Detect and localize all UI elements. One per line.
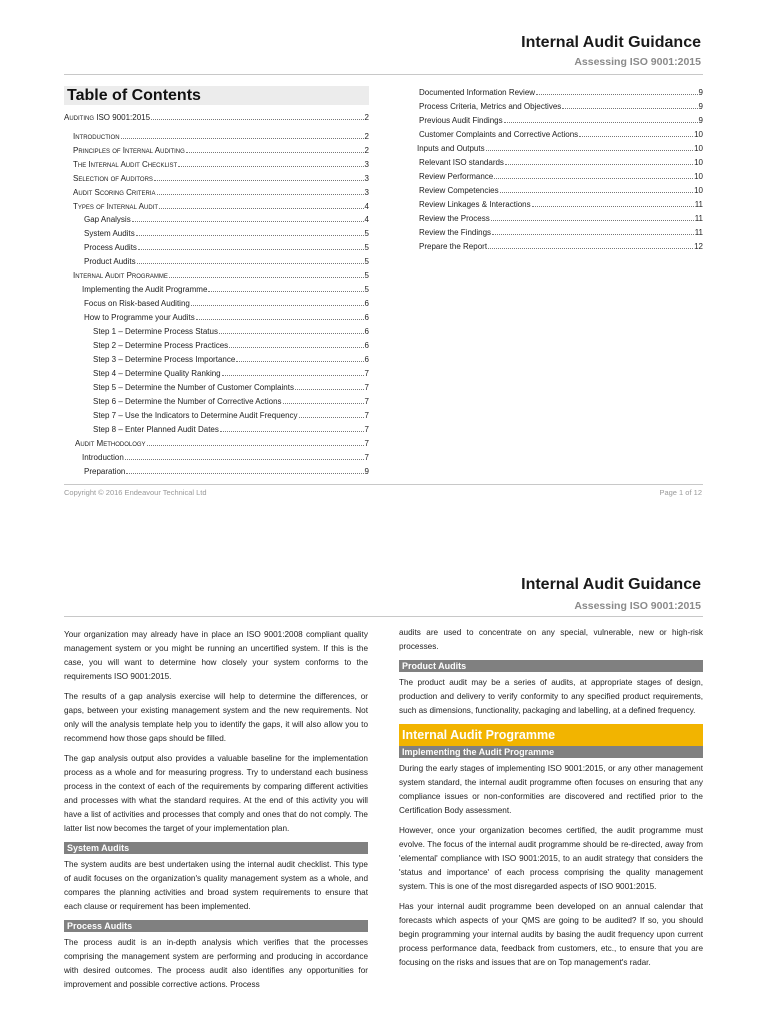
toc-entry-label: Step 6 – Determine the Number of Corrective Actions bbox=[93, 397, 282, 406]
toc-entry-label: How to Programme your Audits bbox=[84, 313, 195, 322]
toc-entry[interactable] bbox=[84, 465, 369, 477]
toc-entry-page: 10 bbox=[694, 186, 703, 195]
toc-leader-dots bbox=[208, 283, 363, 292]
toc-leader-dots bbox=[169, 269, 364, 278]
toc-entry[interactable] bbox=[82, 451, 369, 463]
page-gap bbox=[0, 510, 768, 560]
paragraph: However, once your organization becomes certified, the audit programme must evolve. The focus of the internal audit programme should be re-directed, away from 'elemental' compliance with ISO 9001:2015, to an audit strategy that considers the 'status and importance' of each process comprising the quality management system. This is one of the most disregarded aspects of ISO 9001:2015. bbox=[399, 826, 703, 891]
toc-entry[interactable] bbox=[93, 367, 369, 379]
toc-entry-label: Step 4 – Determine Quality Ranking bbox=[93, 369, 221, 378]
toc-entry[interactable] bbox=[419, 86, 703, 98]
section-heading-product-audits: Product Audits bbox=[399, 660, 703, 672]
toc-leader-dots bbox=[178, 158, 363, 167]
toc-leader-dots bbox=[138, 241, 364, 250]
toc-entry-page: 6 bbox=[364, 341, 369, 350]
toc-entry-page: 6 bbox=[364, 313, 369, 322]
toc-entry[interactable] bbox=[93, 395, 369, 407]
toc-entry-page: 7 bbox=[364, 383, 369, 392]
paragraph: The system audits are best undertaken using the internal audit checklist. This type of audit focuses on the organization's quality management system as a whole, and compares the planning activities and broad system requirements to ensure that each clause or requirement has been implemented. bbox=[64, 860, 368, 911]
header-subtitle: Assessing ISO 9001:2015 bbox=[574, 56, 701, 68]
toc-entry-page: 10 bbox=[694, 130, 703, 139]
paragraph: During the early stages of implementing ISO 9001:2015, or any other management system standard, the internal audit programme often focuses on ensuring that any compliance issues or non-conformities are discovered and rectified prior to the Certification Body assessment. bbox=[399, 764, 703, 815]
toc-title: Table of Contents bbox=[64, 86, 369, 105]
toc-entry[interactable] bbox=[73, 158, 369, 170]
toc-entry-page: 3 bbox=[364, 160, 369, 169]
toc-entry[interactable] bbox=[419, 240, 703, 252]
toc-entry-label: Audit Scoring Criteria bbox=[73, 188, 156, 197]
toc-entry-label: Step 8 – Enter Planned Audit Dates bbox=[93, 425, 219, 434]
header-divider bbox=[64, 74, 703, 75]
toc-entry-label: Types of Internal Audit bbox=[73, 202, 159, 211]
toc-leader-dots bbox=[121, 130, 364, 139]
toc-entry-page: 6 bbox=[364, 299, 369, 308]
toc-entry-label: Review Performance bbox=[419, 172, 494, 181]
toc-entry-label: Auditing ISO 9001:2015 bbox=[64, 113, 151, 122]
header-title: Internal Audit Guidance bbox=[521, 34, 701, 51]
toc-entry-page: 2 bbox=[364, 146, 369, 155]
toc-entry[interactable] bbox=[419, 156, 703, 168]
toc-leader-dots bbox=[536, 86, 697, 95]
toc-entry-page: 3 bbox=[364, 188, 369, 197]
toc-leader-dots bbox=[132, 213, 364, 222]
paragraph: The product audit may be a series of audits, at appropriate stages of design, production and delivery to verify conformity to any specified product requirements, such as dimensions, functionality, packaging and labelling, at a defined frequency. bbox=[399, 678, 703, 715]
toc-leader-dots bbox=[236, 353, 363, 362]
toc-entry[interactable] bbox=[84, 311, 369, 323]
toc-leader-dots bbox=[191, 297, 364, 306]
toc-entry-label: Gap Analysis bbox=[84, 215, 131, 224]
paragraph: Has your internal audit programme been developed on an annual calendar that forecasts which aspects of your QMS are going to be audited? If so, you should begin programming your internal audits by basing the audit frequency upon current process performance data, feedback from customers, etc., to ensure that you are focusing on the risks and issues that are on Top management's radar. bbox=[399, 902, 703, 967]
section-heading-process-audits: Process Audits bbox=[64, 920, 368, 932]
toc-entry-label: Selection of Auditors bbox=[73, 174, 153, 183]
toc-entry-label: Process Audits bbox=[84, 243, 137, 252]
toc-entry[interactable] bbox=[93, 353, 369, 365]
toc-entry-label: Principles of Internal Auditing bbox=[73, 146, 185, 155]
toc-entry-page: 10 bbox=[694, 144, 703, 153]
toc-entry-page: 10 bbox=[694, 158, 703, 167]
toc-entry[interactable] bbox=[84, 227, 369, 239]
toc-leader-dots bbox=[579, 128, 693, 137]
toc-entry[interactable] bbox=[93, 423, 369, 435]
paragraph: The results of a gap analysis exercise will help to determine the differences, or gaps, between your existing management system and the new requirements. Not only will the analysis template help you to identify the gaps, it will also allow you to recommend how those gaps should be filled. bbox=[64, 692, 368, 743]
toc-entry-label: Step 5 – Determine the Number of Customer Complaints bbox=[93, 383, 294, 392]
toc-entry[interactable] bbox=[419, 100, 703, 112]
toc-entry-label: Step 3 – Determine Process Importance bbox=[93, 355, 236, 364]
toc-entry-page: 12 bbox=[694, 242, 703, 251]
toc-entry-label: Preparation bbox=[84, 467, 126, 476]
toc-entry-page: 7 bbox=[364, 425, 369, 434]
toc-leader-dots bbox=[488, 240, 693, 249]
toc-entry-label: Customer Complaints and Corrective Actions bbox=[419, 130, 579, 139]
toc-entry-page: 10 bbox=[694, 172, 703, 181]
toc-leader-dots bbox=[283, 395, 364, 404]
footer-copyright: Copyright © 2016 Endeavour Technical Ltd bbox=[64, 488, 207, 497]
toc-entry[interactable] bbox=[73, 186, 369, 198]
toc-entry-page: 5 bbox=[364, 257, 369, 266]
toc-entry[interactable] bbox=[82, 283, 369, 295]
toc-entry-label: Review Linkages & Interactions bbox=[419, 200, 531, 209]
toc-entry[interactable] bbox=[417, 142, 703, 154]
toc-entry-page: 7 bbox=[364, 453, 369, 462]
toc-entry[interactable] bbox=[84, 297, 369, 309]
toc-entry-page: 4 bbox=[364, 202, 369, 211]
toc-entry-label: Review Competencies bbox=[419, 186, 499, 195]
toc-entry-page: 5 bbox=[364, 271, 369, 280]
toc-entry-label: Process Criteria, Metrics and Objectives bbox=[419, 102, 562, 111]
header-divider bbox=[64, 616, 703, 617]
toc-entry[interactable] bbox=[93, 409, 369, 421]
toc-entry-label: Product Audits bbox=[84, 257, 136, 266]
toc-entry-page: 7 bbox=[364, 369, 369, 378]
toc-entry[interactable] bbox=[73, 144, 369, 156]
toc-leader-dots bbox=[494, 170, 693, 179]
toc-leader-dots bbox=[491, 212, 694, 221]
section-heading-system-audits: System Audits bbox=[64, 842, 368, 854]
toc-entry-label: Introduction bbox=[73, 132, 120, 141]
toc-leader-dots bbox=[125, 451, 364, 460]
toc-entry-page: 5 bbox=[364, 229, 369, 238]
toc-entry[interactable] bbox=[84, 255, 369, 267]
toc-entry[interactable] bbox=[419, 226, 703, 238]
toc-entry-page: 9 bbox=[364, 467, 369, 476]
toc-leader-dots bbox=[492, 226, 694, 235]
toc-entry-label: Relevant ISO standards bbox=[419, 158, 504, 167]
toc-entry-label: Review the Findings bbox=[419, 228, 492, 237]
toc-leader-dots bbox=[147, 437, 364, 446]
section-heading-implementing: Implementing the Audit Programme bbox=[399, 746, 703, 758]
toc-entry-label: Step 1 – Determine Process Status bbox=[93, 327, 218, 336]
toc-entry-page: 11 bbox=[694, 228, 703, 237]
toc-entry-label: Focus on Risk-based Auditing bbox=[84, 299, 190, 308]
toc-leader-dots bbox=[299, 409, 364, 418]
toc-entry-page: 3 bbox=[364, 174, 369, 183]
toc-leader-dots bbox=[157, 186, 364, 195]
toc-entry-page: 5 bbox=[364, 243, 369, 252]
toc-entry[interactable] bbox=[84, 213, 369, 225]
toc-entry[interactable] bbox=[419, 198, 703, 210]
toc-leader-dots bbox=[220, 423, 364, 432]
toc-leader-dots bbox=[136, 227, 364, 236]
toc-entry-page: 2 bbox=[364, 132, 369, 141]
body-right-column bbox=[399, 626, 703, 976]
body-left-column bbox=[64, 628, 368, 998]
toc-entry-label: The Internal Audit Checklist bbox=[73, 160, 178, 169]
toc-leader-dots bbox=[196, 311, 364, 320]
toc-entry[interactable] bbox=[84, 241, 369, 253]
toc-leader-dots bbox=[186, 144, 364, 153]
toc-entry-page: 2 bbox=[364, 113, 369, 122]
toc-leader-dots bbox=[229, 339, 363, 348]
toc-entry[interactable] bbox=[93, 381, 369, 393]
toc-entry[interactable] bbox=[75, 437, 369, 449]
toc-entry[interactable] bbox=[419, 114, 703, 126]
toc-entry-page: 11 bbox=[694, 200, 703, 209]
toc-leader-dots bbox=[222, 367, 364, 376]
toc-entry[interactable] bbox=[419, 184, 703, 196]
toc-leader-dots bbox=[500, 184, 694, 193]
paragraph: The gap analysis output also provides a valuable baseline for the implementation process as a whole and for measuring progress. Try to understand each business process in the context of each of the requirements by comparing different activities and processes with what the standard requires. At the end of this activity you will have a list of activities and processes that comply and ones that do not comply. The latter list now becomes the target of your implementation plan. bbox=[64, 754, 368, 833]
toc-leader-dots bbox=[154, 172, 364, 181]
toc-entry-label: Review the Process bbox=[419, 214, 490, 223]
toc-leader-dots bbox=[504, 114, 698, 123]
toc-leader-dots bbox=[159, 200, 364, 209]
toc-entry-page: 9 bbox=[698, 116, 703, 125]
toc-entry[interactable] bbox=[93, 339, 369, 351]
toc-entry[interactable] bbox=[73, 200, 369, 212]
chapter-heading-internal-audit-programme: Internal Audit Programme bbox=[399, 724, 703, 746]
toc-entry-label: Documented Information Review bbox=[419, 88, 536, 97]
toc-leader-dots bbox=[219, 325, 364, 334]
toc-entry[interactable] bbox=[73, 172, 369, 184]
toc-entry-page: 9 bbox=[698, 102, 703, 111]
toc-entry[interactable] bbox=[419, 212, 703, 224]
toc-leader-dots bbox=[562, 100, 697, 109]
toc-entry[interactable] bbox=[419, 170, 703, 182]
paragraph: audits are used to concentrate on any special, vulnerable, new or high-risk processes. bbox=[399, 628, 703, 651]
toc-entry-page: 6 bbox=[364, 327, 369, 336]
toc-entry-label: Step 7 – Use the Indicators to Determine Audit Frequency bbox=[93, 411, 298, 420]
toc-entry-page: 7 bbox=[364, 439, 369, 448]
header-subtitle: Assessing ISO 9001:2015 bbox=[574, 600, 701, 612]
toc-leader-dots bbox=[532, 198, 694, 207]
toc-entry-page: 5 bbox=[364, 285, 369, 294]
toc-entry[interactable] bbox=[93, 325, 369, 337]
toc-entry-label: Introduction bbox=[82, 453, 124, 462]
toc-entry-label: Prepare the Report bbox=[419, 242, 488, 251]
toc-entry-page: 6 bbox=[364, 355, 369, 364]
toc-entry-page: 11 bbox=[694, 214, 703, 223]
toc-entry[interactable] bbox=[73, 130, 369, 142]
toc-leader-dots bbox=[486, 142, 693, 151]
toc-entry[interactable] bbox=[73, 269, 369, 281]
toc-entry-page: 7 bbox=[364, 411, 369, 420]
toc-entry-label: Implementing the Audit Programme bbox=[82, 285, 208, 294]
toc-entry-label: Audit Methodology bbox=[75, 439, 146, 448]
toc-leader-dots bbox=[295, 381, 364, 390]
toc-entry-page: 9 bbox=[698, 88, 703, 97]
toc-entry-label: Previous Audit Findings bbox=[419, 116, 503, 125]
toc-leader-dots bbox=[151, 111, 364, 120]
toc-leader-dots bbox=[505, 156, 693, 165]
toc-entry-label: Inputs and Outputs bbox=[417, 144, 485, 153]
toc-entry-label: System Audits bbox=[84, 229, 135, 238]
header-title: Internal Audit Guidance bbox=[521, 576, 701, 593]
toc-entry[interactable] bbox=[419, 128, 703, 140]
footer-page-number: Page 1 of 12 bbox=[659, 488, 702, 497]
footer-divider bbox=[64, 484, 703, 485]
page-1 bbox=[0, 0, 768, 510]
toc-leader-dots bbox=[137, 255, 364, 264]
paragraph: The process audit is an in-depth analysis which verifies that the processes comprising the management system are performing and producing in accordance with desired outcomes. The process audit also identifies any opportunities for improvement and possible corrective actions. Process bbox=[64, 938, 368, 989]
toc-leader-dots bbox=[126, 465, 363, 474]
paragraph: Your organization may already have in place an ISO 9001:2008 compliant quality management system or you might be running an uncertified system. If this is the case, you will want to determine how closely your system conforms to the requirements ISO 9001:2015. bbox=[64, 630, 368, 681]
toc-entry-label: Internal Audit Programme bbox=[73, 271, 168, 280]
toc-entry-label: Step 2 – Determine Process Practices bbox=[93, 341, 229, 350]
toc-entry-page: 4 bbox=[364, 215, 369, 224]
toc-entry[interactable] bbox=[64, 111, 369, 123]
toc-entry-page: 7 bbox=[364, 397, 369, 406]
